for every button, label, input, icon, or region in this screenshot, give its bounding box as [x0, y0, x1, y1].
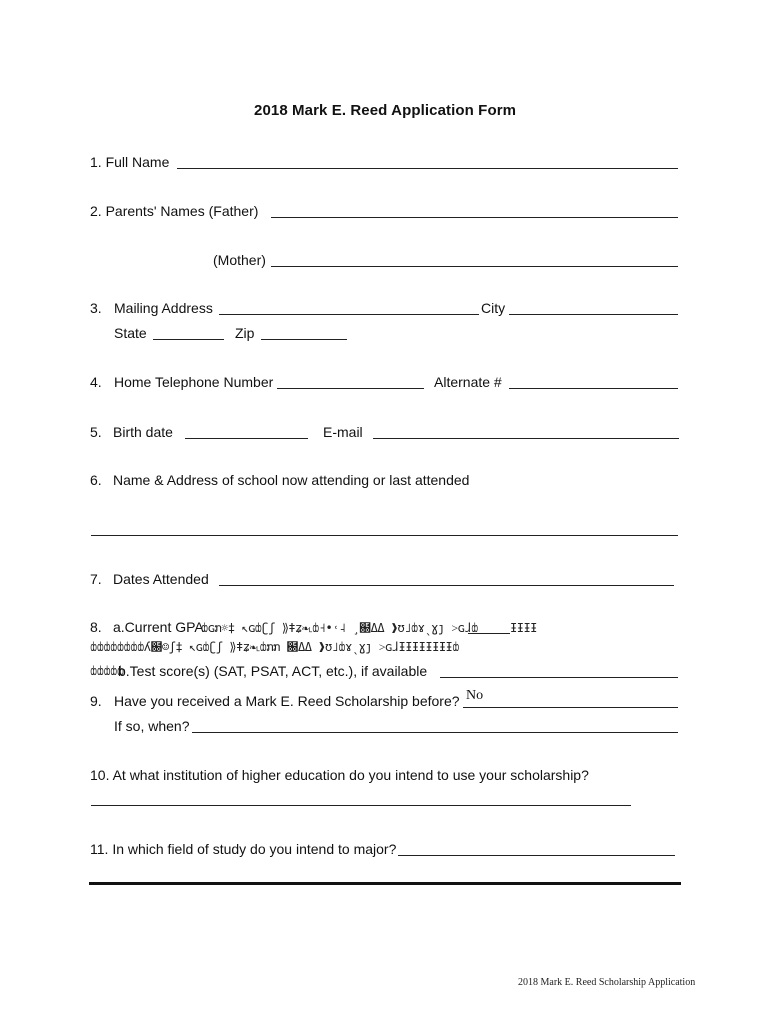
email-field[interactable] — [373, 438, 679, 439]
mailing-address-field[interactable] — [219, 314, 479, 315]
gpa-label: a.Current GPA — [113, 619, 204, 635]
email-label: E-mail — [323, 424, 363, 440]
test-score-field[interactable] — [440, 677, 678, 678]
gpa-garbled-text-2: ȸȸȸȸȸȸȸȸʎ฀☺ʃ‡ ↖ɢȸʗʃ ⟫ǂʑ❧˪ȸກກ ฀ΔΔ ❱ʊ˩ȸɤˎɣȷ ˃ɢɺƗƗƗƗƗƗƗƗȸ — [90, 640, 459, 654]
q8-number: 8. — [90, 619, 102, 635]
school-label: Name & Address of school now attending or last attended — [113, 472, 470, 488]
major-field[interactable] — [398, 855, 675, 856]
q4-number: 4. — [90, 374, 102, 390]
school-field[interactable] — [91, 535, 678, 536]
city-field[interactable] — [509, 314, 678, 315]
gpa-field[interactable] — [468, 633, 510, 634]
birth-date-field[interactable] — [185, 438, 308, 439]
mother-name-label: (Mother) — [213, 252, 266, 268]
gpa-garbled-text-1: ȸɢກ☼‡ ↖ɢȸʗʃ ⟫ǂʑ❧˪ȸ˧•˓˨ ¸฀ΔΔ ❱ʊ˩ȸɤˎɣȷ ˃ɢɺȸ — [201, 621, 478, 635]
full-name-label: 1. Full Name — [90, 154, 170, 170]
footer-text: 2018 Mark E. Reed Scholarship Application — [518, 977, 696, 988]
state-label: State — [114, 325, 147, 341]
home-phone-label: Home Telephone Number — [114, 374, 274, 390]
section-divider — [89, 882, 681, 885]
home-phone-field[interactable] — [277, 388, 424, 389]
mailing-address-label: Mailing Address — [114, 300, 213, 316]
father-name-field[interactable] — [271, 217, 678, 218]
institution-field[interactable] — [91, 805, 631, 806]
alternate-phone-field[interactable] — [509, 388, 678, 389]
city-label: City — [481, 300, 506, 316]
q5-number: 5. — [90, 424, 102, 440]
zip-field[interactable] — [261, 339, 347, 340]
when-label: If so, when? — [114, 718, 190, 734]
form-title: 2018 Mark E. Reed Application Form — [254, 102, 517, 119]
test-score-label: b.Test score(s) (SAT, PSAT, ACT, etc.), if available — [118, 663, 428, 679]
dates-attended-label: Dates Attended — [113, 571, 209, 587]
previous-scholarship-label: Have you received a Mark E. Reed Scholarship before? — [114, 693, 460, 709]
q7-number: 7. — [90, 571, 102, 587]
alternate-phone-label: Alternate # — [434, 374, 502, 390]
father-name-label: 2. Parents' Names (Father) — [90, 203, 259, 219]
when-field[interactable] — [192, 732, 678, 733]
state-field[interactable] — [153, 339, 224, 340]
previous-scholarship-field[interactable] — [463, 707, 678, 708]
q9-number: 9. — [90, 693, 102, 709]
zip-label: Zip — [235, 325, 255, 341]
q6-number: 6. — [90, 472, 102, 488]
gpa-garbled-tail: ƗƗƗƗ — [510, 621, 537, 635]
major-label: 11. In which field of study do you intend to major? — [90, 841, 397, 857]
birth-date-label: Birth date — [113, 424, 173, 440]
q3-number: 3. — [90, 300, 102, 316]
full-name-field[interactable] — [177, 168, 678, 169]
institution-label: 10. At what institution of higher education do you intend to use your scholarship? — [90, 767, 589, 783]
test-garbled-prefix: ȸȸȸȸȸ — [90, 664, 124, 678]
previous-scholarship-answer[interactable]: No — [466, 688, 484, 703]
mother-name-field[interactable] — [271, 266, 678, 267]
dates-attended-field[interactable] — [219, 585, 674, 586]
